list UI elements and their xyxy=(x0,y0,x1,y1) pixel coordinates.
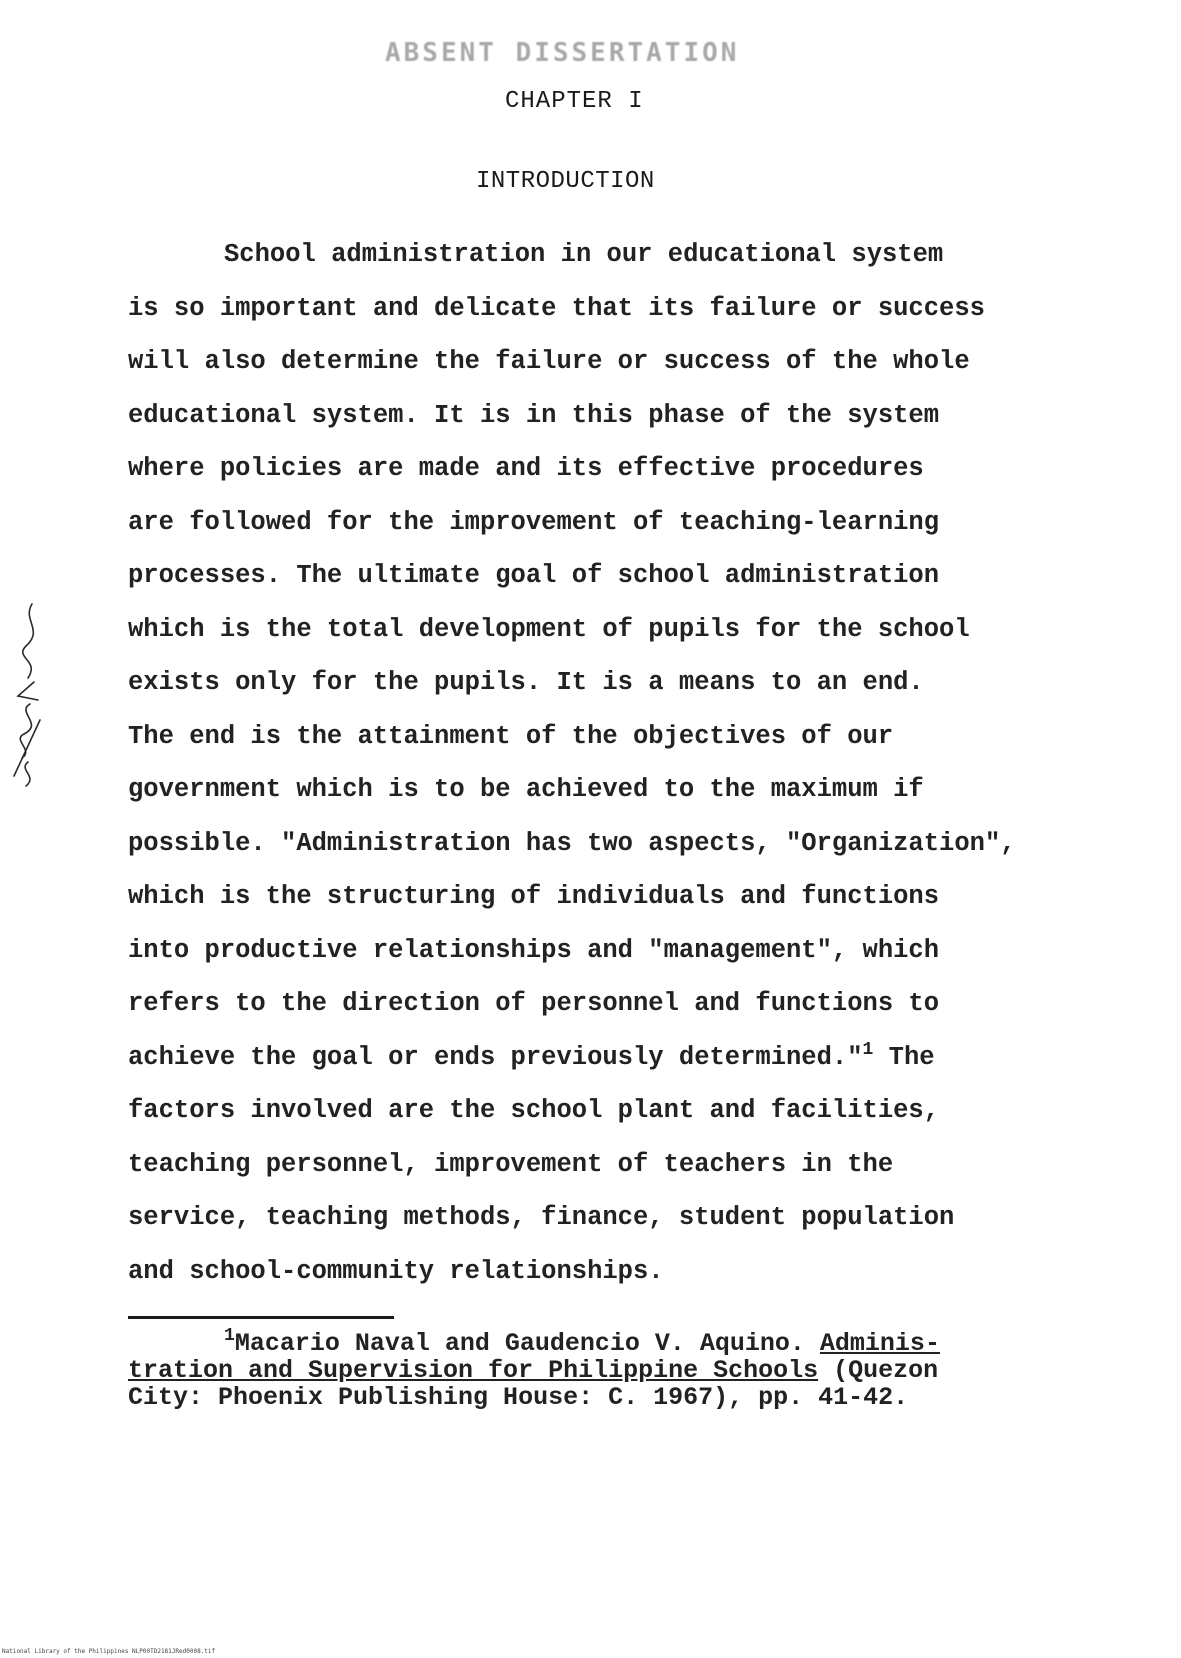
stamp-header: ABSENT DISSERTATION xyxy=(385,38,740,68)
body-line-text: achieve the goal or ends previously determined." xyxy=(128,1042,863,1072)
body-line: and school-community relationships. xyxy=(128,1256,664,1286)
body-line: service, teaching methods, finance, student population xyxy=(128,1203,955,1232)
scan-footer-label: National Library of the Philippines NLP00TD2181JRed0008.tif xyxy=(2,1648,216,1655)
body-line xyxy=(128,1031,1108,1085)
body-line: will also determine the failure or success of the whole xyxy=(128,347,970,376)
footnote-authors: Macario Naval and Gaudencio V. Aquino. xyxy=(234,1329,820,1358)
body-line-tail: The xyxy=(873,1042,935,1072)
footnote xyxy=(128,1326,1128,1412)
margin-handwriting-icon xyxy=(4,600,54,790)
footnote-title-part: tration and Supervision for Philippine Schools xyxy=(128,1356,819,1385)
body-line: School administration in our educational system xyxy=(224,240,944,269)
footnote-line xyxy=(128,1357,1128,1384)
body-line: into productive relationships and "management", which xyxy=(128,935,940,965)
body-line: where policies are made and its effective procedures xyxy=(128,454,924,483)
body-line: refers to the direction of personnel and functions to xyxy=(128,989,940,1018)
body-line: which is the total development of pupils for the school xyxy=(128,614,970,644)
footnote-reference: 1 xyxy=(862,1039,874,1060)
footnote-title-part: Adminis- xyxy=(819,1329,940,1358)
body-paragraph xyxy=(128,228,1108,1298)
body-line: teaching personnel, improvement of teachers in the xyxy=(128,1149,894,1179)
body-line: The end is the attainment of the objectives of our xyxy=(128,721,894,751)
body-line: processes. The ultimate goal of school administration xyxy=(128,561,940,590)
footnote-line: City: Phoenix Publishing House: C. 1967), pp. 41-42. xyxy=(128,1383,909,1412)
body-line: which is the structuring of individuals and functions xyxy=(128,882,940,911)
footnote-divider xyxy=(128,1316,394,1319)
body-line: factors involved are the school plant and facilities, xyxy=(128,1096,940,1125)
body-line: exists only for the pupils. It is a means to an end. xyxy=(128,668,924,697)
body-line: are followed for the improvement of teaching-learning xyxy=(128,507,940,537)
footnote-publisher-part: (Quezon xyxy=(818,1356,939,1385)
body-line: educational system. It is in this phase of the system xyxy=(128,400,940,430)
body-line: possible. "Administration has two aspects, "Organization", xyxy=(128,828,1016,858)
body-line: is so important and delicate that its failure or success xyxy=(128,293,985,323)
footnote-line xyxy=(128,1326,1128,1358)
section-heading: INTRODUCTION xyxy=(476,168,655,195)
chapter-title: CHAPTER I xyxy=(505,88,644,115)
body-line: government which is to be achieved to the maximum if xyxy=(128,775,924,804)
footnote-marker: 1 xyxy=(224,1326,235,1346)
